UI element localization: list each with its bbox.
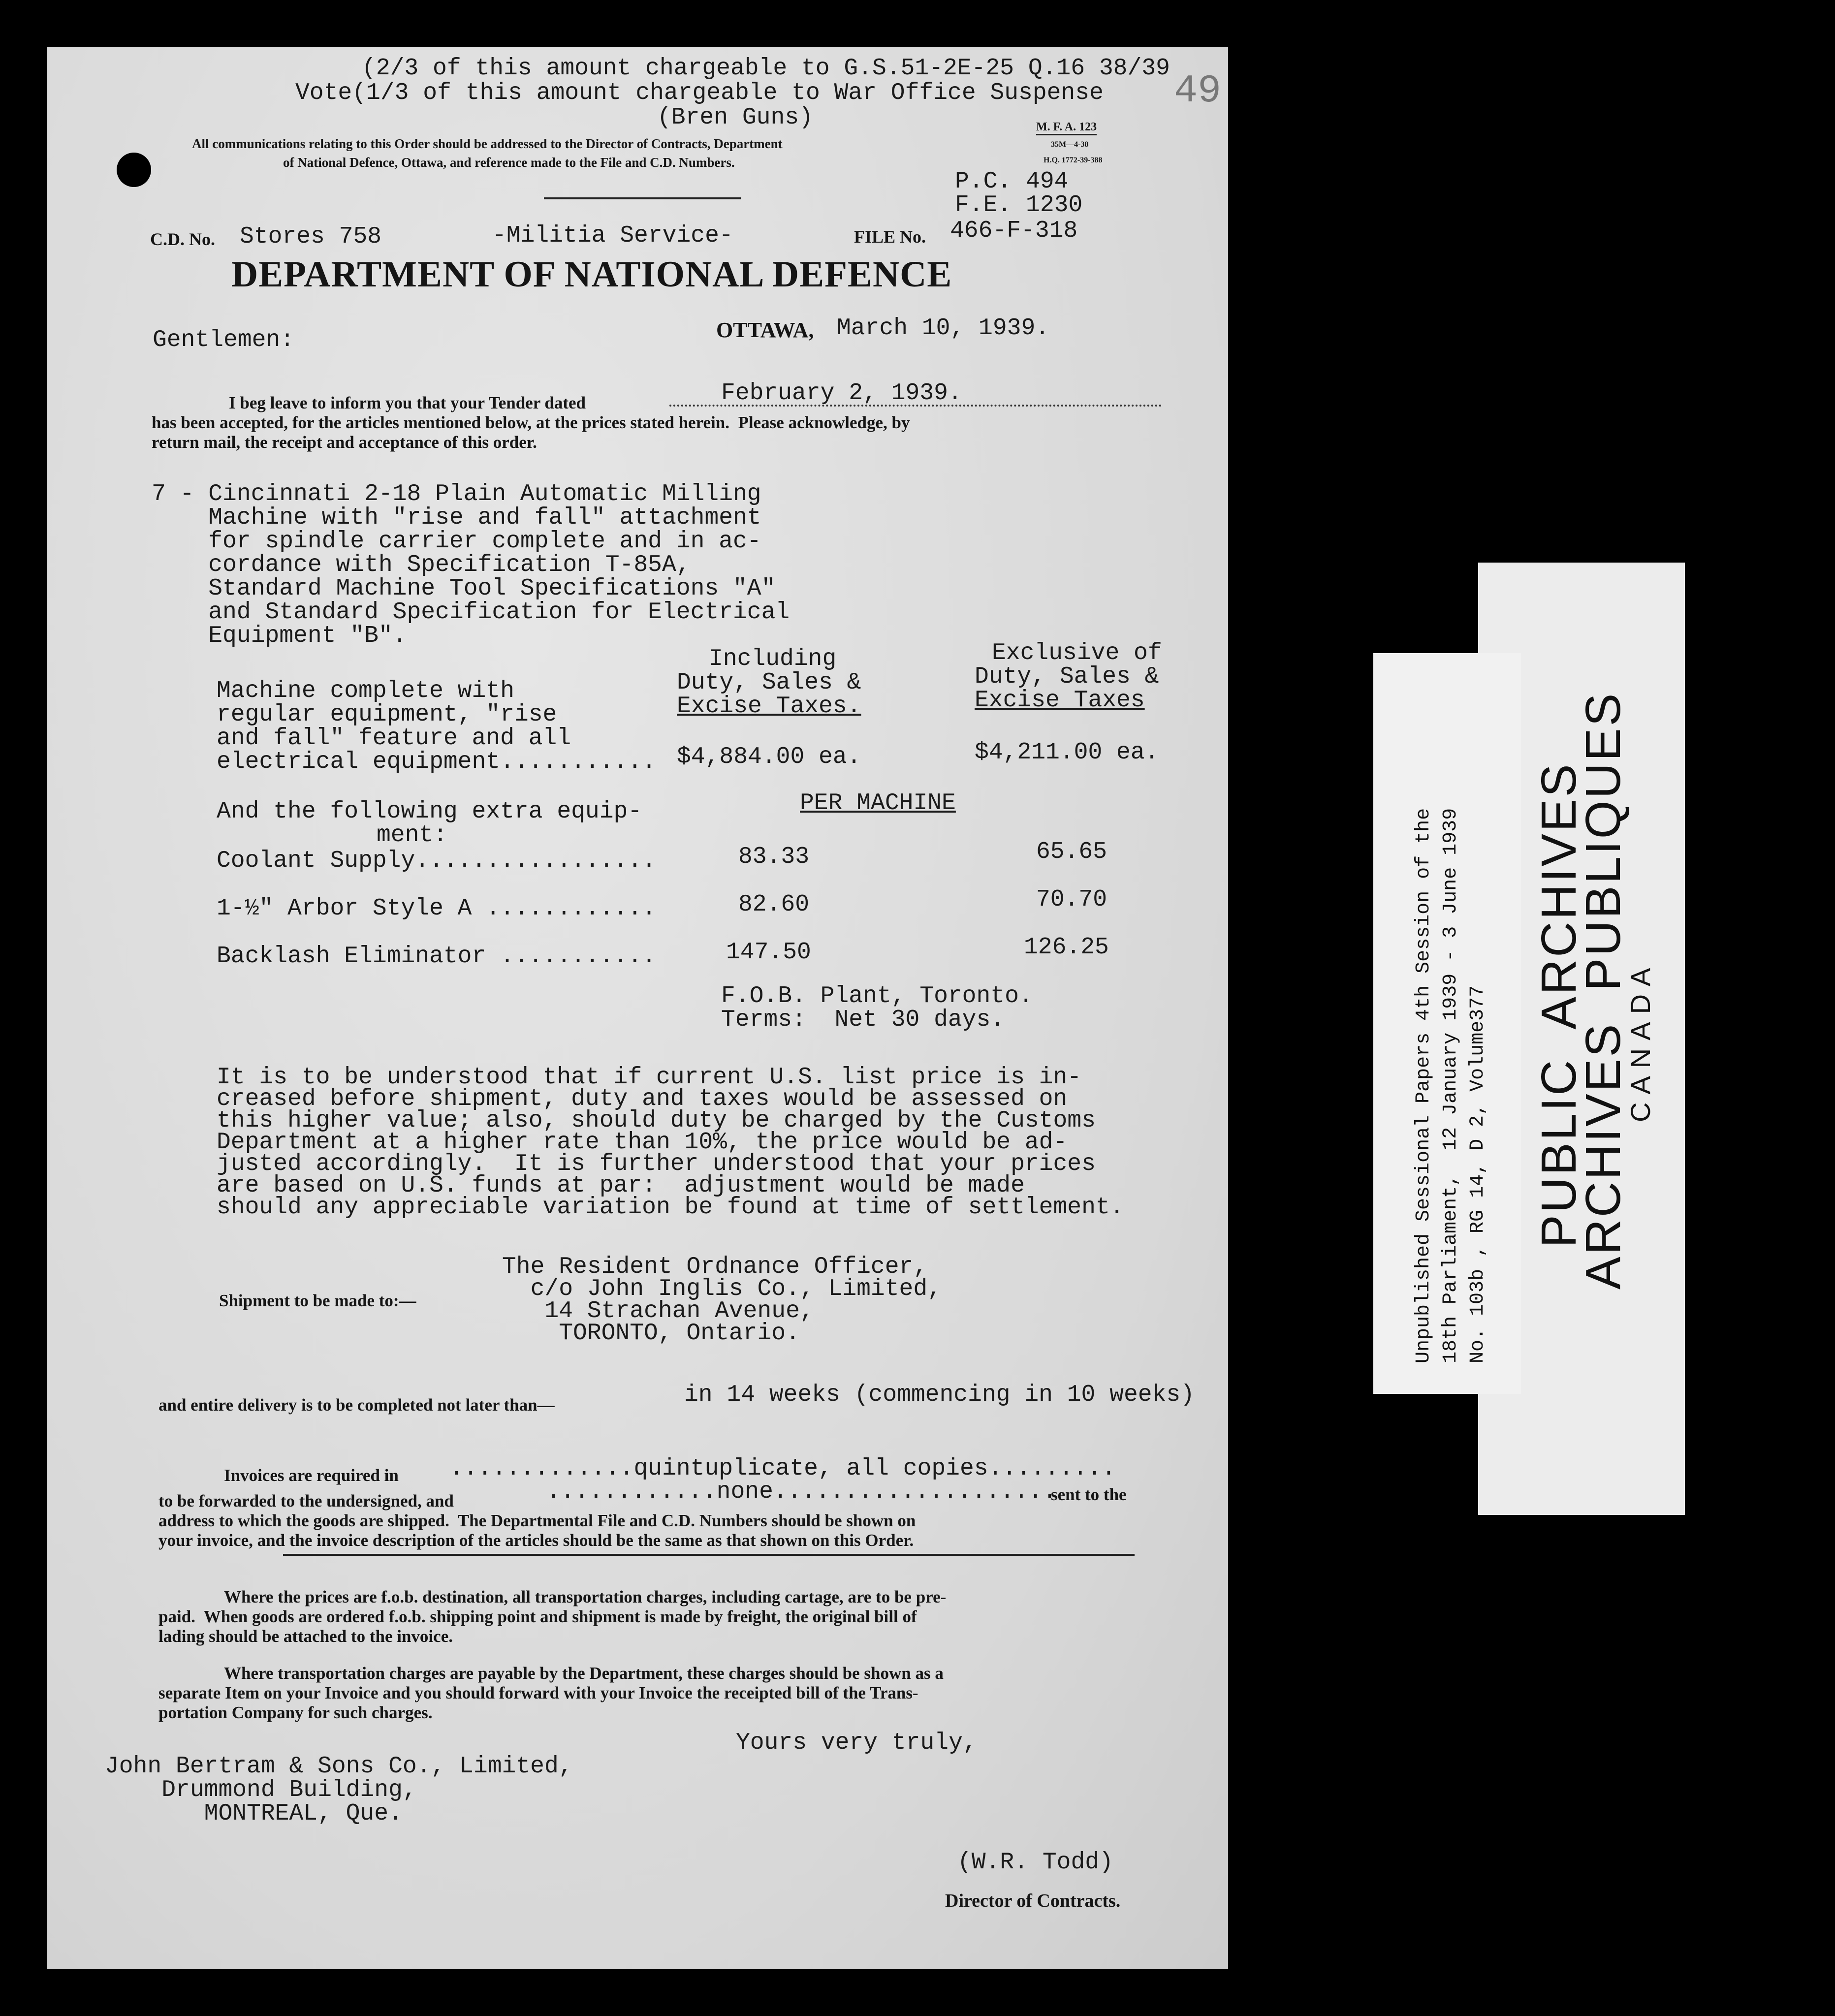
archive-ref-line-3: No. 103b , RG 14, D 2, Volume377 [1467, 985, 1489, 1363]
signatory-title: Director of Contracts. [945, 1890, 1121, 1911]
extra-name-backlash: Backlash Eliminator ........... [217, 943, 656, 970]
payment-terms: Terms: Net 30 days. [721, 1007, 1005, 1033]
salutation: Gentlemen: [153, 327, 295, 353]
tender-date-line [669, 405, 1162, 407]
vote-line-3: (Bren Guns) [657, 104, 813, 131]
addressee-line-1: John Bertram & Sons Co., Limited, [105, 1753, 573, 1780]
fob-terms: F.O.B. Plant, Toronto. [721, 983, 1033, 1009]
extra-excl-coolant: 65.65 [1036, 839, 1107, 865]
tender-date: February 2, 1939. [721, 380, 962, 407]
divider [544, 197, 741, 199]
city: OTTAWA, [716, 318, 814, 342]
delivery-label: and entire delivery is to be completed not later than— [158, 1395, 555, 1415]
extra-incl-arbor: 82.60 [738, 891, 810, 918]
intro-line-1: I beg leave to inform you that your Tender dated [229, 393, 586, 412]
condition-line-4: Department at a higher rate than 10%, the price would be ad- [217, 1129, 1068, 1156]
extra-excl-arbor: 70.70 [1036, 886, 1107, 913]
extra-name-arbor: 1-½" Arbor Style A ............ [217, 895, 656, 922]
fe-number: F.E. 1230 [955, 192, 1083, 219]
extras-intro-2: ment: [377, 822, 448, 849]
extras-intro-1: And the following extra equip- [217, 798, 642, 825]
transport-p1-line-1: Where the prices are f.o.b. destination, all transportation charges, including cartage, are to be pre- [224, 1587, 947, 1606]
instructions-line-2: of National Defence, Ottawa, and reference made to the File and C.D. Numbers. [283, 155, 735, 170]
machine-desc-4: electrical equipment........... [217, 749, 656, 775]
shipment-label: Shipment to be made to:— [219, 1291, 416, 1310]
pc-number: P.C. 494 [955, 168, 1069, 195]
machine-price-excl: $4,211.00 ea. [975, 739, 1159, 766]
machine-desc-3: and fall" feature and all [217, 725, 571, 752]
archive-label-english: PUBLIC ARCHIVES [1531, 762, 1586, 1248]
condition-line-1: It is to be understood that if current U.S. list price is in- [217, 1064, 1082, 1091]
archive-ref-line-2: 18th Parliament, 12 January 1939 - 3 June 1939 [1440, 808, 1462, 1363]
invoices-forward-label: to be forwarded to the undersigned, and [158, 1491, 454, 1511]
signatory: (W.R. Todd) [957, 1849, 1113, 1876]
order-document [47, 47, 1228, 1969]
extra-incl-backlash: 147.50 [726, 939, 811, 966]
instructions-line-1: All communications relating to this Order should be addressed to the Director of Contracts, Department [192, 136, 783, 151]
invoices-line-3: address to which the goods are shipped. The Departmental File and C.D. Numbers should be shown on [158, 1511, 916, 1530]
extra-name-coolant: Coolant Supply................. [217, 848, 656, 874]
excl-header-1: Exclusive of [992, 640, 1162, 666]
cd-value: Stores 758 [240, 223, 382, 250]
valediction: Yours very truly, [736, 1730, 977, 1756]
invoices-line-4: your invoice, and the invoice description of the articles should be the same as that shown on this Order. [158, 1531, 914, 1550]
transport-p1-line-3: lading should be attached to the invoice. [158, 1627, 453, 1646]
transport-p2-line-3: portation Company for such charges. [158, 1703, 433, 1722]
item-line-4: cordance with Specification T-85A, [152, 552, 691, 578]
item-line-3: for spindle carrier complete and in ac- [152, 528, 761, 555]
archive-label-french: ARCHIVES PUBLIQUES [1576, 691, 1631, 1290]
invoices-sent-to: sent to the [1051, 1485, 1127, 1504]
machine-desc-2: regular equipment, "rise [217, 701, 557, 728]
shipment-address-4: TORONTO, Ontario. [502, 1320, 800, 1347]
shipment-address-3: 14 Strachan Avenue, [502, 1298, 814, 1324]
extra-incl-coolant: 83.33 [738, 844, 810, 870]
per-machine-label: PER MACHINE [800, 790, 956, 817]
invoice-underline [283, 1554, 1135, 1556]
condition-line-7: should any appreciable variation be found at time of settlement. [217, 1194, 1124, 1221]
form-sub-1: 35M—4-38 [1051, 140, 1089, 149]
incl-header-1: Including [709, 646, 837, 672]
item-line-7: Equipment "B". [152, 623, 407, 649]
intro-line-3: return mail, the receipt and acceptance of this order. [152, 433, 537, 452]
machine-price-incl: $4,884.00 ea. [677, 744, 861, 770]
shipment-address-2: c/o John Inglis Co., Limited, [502, 1276, 942, 1302]
extra-excl-backlash: 126.25 [1024, 934, 1109, 961]
condition-line-3: this higher value; also, should duty be charged by the Customs [217, 1107, 1096, 1134]
excl-header-2: Duty, Sales & [975, 663, 1159, 690]
intro-line-2: has been accepted, for the articles mentioned below, at the prices stated herein. Please acknowledge, by [152, 413, 910, 432]
condition-line-6: are based on U.S. funds at par: adjustment would be made [217, 1172, 1025, 1199]
transport-p1-line-2: paid. When goods are ordered f.o.b. shipping point and shipment is made by freight, the original bill of [158, 1607, 917, 1626]
vote-line-1: (2/3 of this amount chargeable to G.S.51-2E-25 Q.16 38/39 [362, 55, 1170, 82]
cd-label: C.D. No. [150, 229, 215, 249]
invoices-label: Invoices are required in [224, 1466, 399, 1485]
transport-p2-line-2: separate Item on your Invoice and you should forward with your Invoice the receipted bill of the Trans- [158, 1683, 918, 1702]
invoices-copies: .............quintuplicate, all copies......... [449, 1455, 1116, 1482]
item-line-5: Standard Machine Tool Specifications "A" [152, 575, 776, 602]
incl-header-3: Excise Taxes. [677, 693, 861, 720]
file-value: 466-F-318 [950, 218, 1078, 244]
item-line-6: and Standard Specification for Electrical [152, 599, 790, 626]
addressee-line-2: Drummond Building, [105, 1777, 417, 1803]
delivery-value: in 14 weeks (commencing in 10 weeks) [684, 1382, 1195, 1408]
service-label: -Militia Service- [492, 222, 733, 249]
punch-hole [117, 153, 151, 187]
transport-p2-line-1: Where transportation charges are payable by the Department, these charges should be shown as a [224, 1664, 944, 1683]
archive-ref-line-1: Unpublished Sessional Papers 4th Session of the [1413, 808, 1435, 1363]
form-code: M. F. A. 123 [1036, 121, 1097, 135]
machine-desc-1: Machine complete with [217, 678, 514, 704]
department-title: DEPARTMENT OF NATIONAL DEFENCE [231, 254, 952, 295]
item-line-1: 7 - Cincinnati 2-18 Plain Automatic Milling [152, 481, 761, 507]
form-sub-2: H.Q. 1772-39-388 [1044, 156, 1103, 164]
file-label: FILE No. [854, 227, 926, 247]
incl-header-2: Duty, Sales & [677, 669, 861, 696]
excl-header-3: Excise Taxes [975, 687, 1145, 714]
archive-label-country: CANADA [1625, 960, 1656, 1122]
order-date: March 10, 1939. [837, 315, 1050, 342]
vote-line-2: Vote(1/3 of this amount chargeable to War Office Suspense [295, 80, 1104, 106]
corner-number: 49 [1174, 69, 1222, 114]
condition-line-2: creased before shipment, duty and taxes would be assessed on [217, 1086, 1068, 1112]
condition-line-5: justed accordingly. It is further understood that your prices [217, 1151, 1096, 1177]
item-line-2: Machine with "rise and fall" attachment [152, 504, 761, 531]
invoices-forward-value: ............none.................... [546, 1479, 1057, 1505]
addressee-line-3: MONTREAL, Que. [105, 1800, 403, 1827]
shipment-address-1: The Resident Ordnance Officer, [502, 1254, 928, 1280]
